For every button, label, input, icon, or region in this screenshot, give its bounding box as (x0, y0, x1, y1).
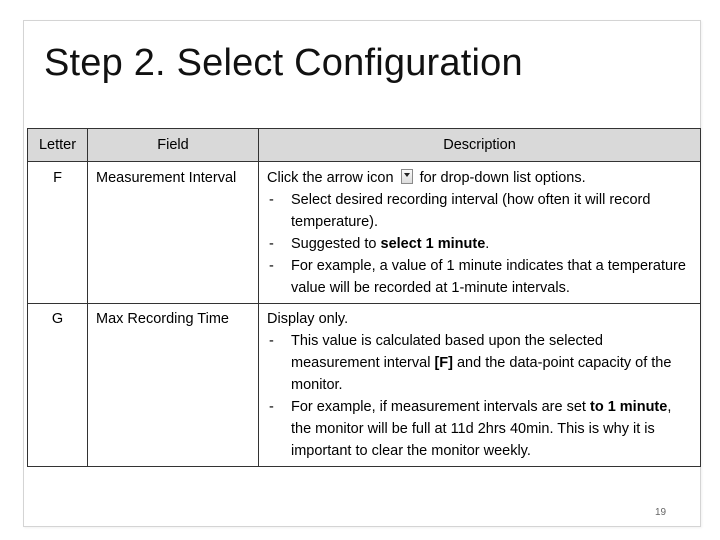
row-letter: G (28, 304, 88, 467)
row-field: Max Recording Time (88, 304, 259, 467)
bullet-item: - Suggested to select 1 minute. (267, 233, 692, 255)
table-header-row (28, 129, 701, 162)
bullet-item: - For example, a value of 1 minute indicates that a temperature value will be recorded at 1-minute intervals. (267, 255, 692, 299)
header-letter: Letter (28, 129, 88, 162)
bullet-item: - For example, if measurement intervals are set to 1 minute, the monitor will be full at 11d 2hrs 40min. This is why it is important to clear the monitor weekly. (267, 396, 692, 462)
description-intro: Display only. (267, 311, 349, 327)
row-description (259, 304, 701, 467)
dropdown-arrow-icon (401, 169, 413, 184)
row-letter: F (28, 162, 88, 304)
configuration-table (27, 128, 701, 467)
bullet-item: - This value is calculated based upon the selected measurement interval [F] and the data-point capacity of the monitor. (267, 330, 692, 396)
header-description: Description (259, 129, 701, 162)
intro-text-start: Click the arrow icon (267, 170, 394, 186)
bold-emphasis: to 1 minute (589, 399, 668, 415)
intro-text-end: for drop-down list options. (419, 170, 586, 186)
row-field: Measurement Interval (88, 162, 259, 304)
bold-emphasis: [F] (434, 355, 453, 371)
slide-title: Step 2. Select Configuration (44, 42, 523, 84)
description-bullets (267, 330, 692, 462)
description-bullets (267, 189, 692, 299)
header-field: Field (88, 129, 259, 162)
table-row (28, 304, 701, 467)
bullet-item: - Select desired recording interval (how often it will record temperature). (267, 189, 692, 233)
bold-emphasis: select 1 minute (380, 236, 486, 252)
page-number: 19 (655, 507, 667, 518)
row-description (259, 162, 701, 304)
description-intro (267, 167, 692, 189)
table-row (28, 162, 701, 304)
